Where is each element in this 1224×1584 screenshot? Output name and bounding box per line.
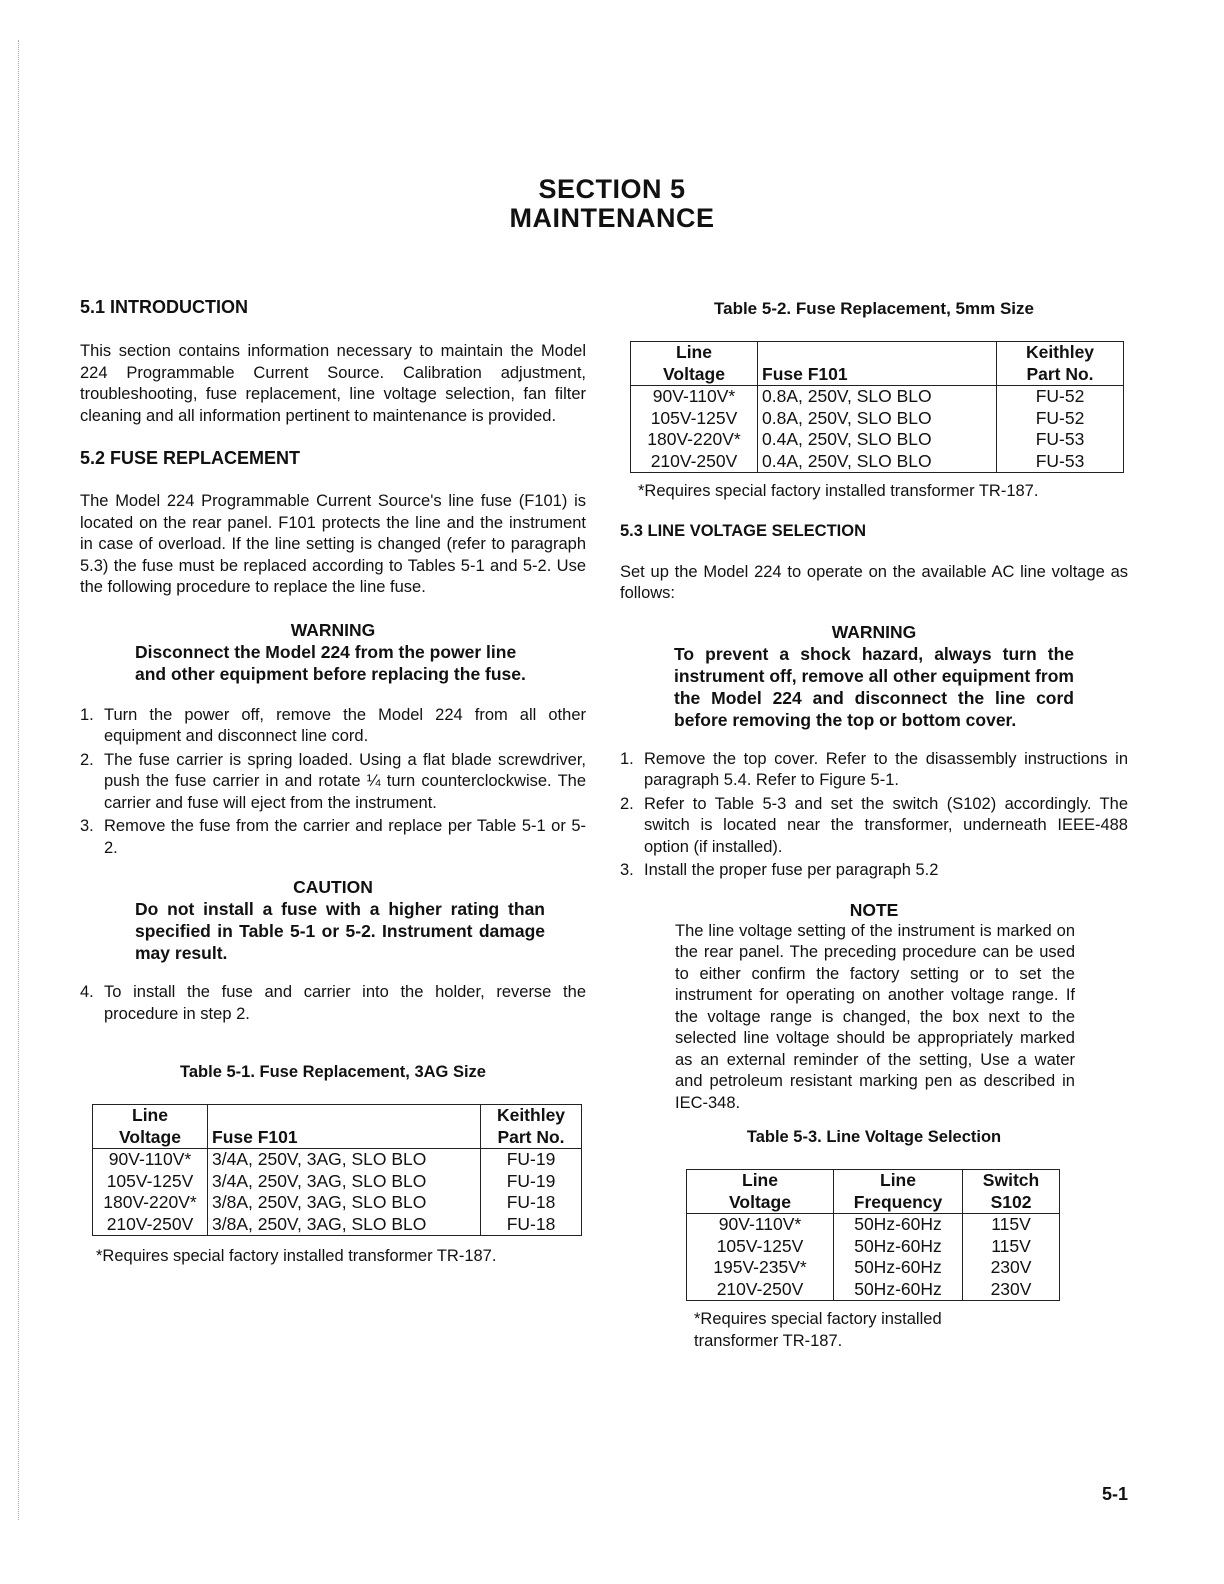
warning-text: Disconnect the Model 224 from the power line and other equipment before replacing the fuse.	[135, 641, 526, 684]
section-number: SECTION 5	[538, 174, 686, 204]
list-item	[620, 860, 1128, 882]
linevolt-note	[620, 900, 1128, 1115]
list-item	[80, 705, 586, 748]
page-number: 5-1	[1101, 1484, 1128, 1504]
table51-caption: Table 5-1. Fuse Replacement, 3AG Size	[180, 1063, 486, 1081]
table-header: Line Frequency	[834, 1170, 963, 1214]
table-header: Keithley Part No.	[481, 1105, 582, 1149]
step-number: 3.	[620, 861, 634, 879]
fuse-paragraph: The Model 224 Programmable Current Source's line fuse (F101) is located on the rear panel. F101 protects the line and the instrument in case of overload. If the line setting is changed (refer to paragraph 5.3) the fuse must be replaced according to Tables 5-1 and 5-2. Use the following procedure to replace the line fuse.	[80, 492, 586, 596]
fuse-steps-cont	[80, 982, 586, 1025]
table-row: 90V-110V* 50Hz-60Hz 115V	[687, 1214, 1060, 1236]
right-column	[620, 299, 1128, 1352]
table-row: 180V-220V* 3/8A, 250V, 3AG, SLO BLO FU-18	[93, 1192, 582, 1214]
table-row: 210V-250V 50Hz-60Hz 230V	[687, 1279, 1060, 1301]
table-header: Line Voltage	[93, 1105, 208, 1149]
list-item	[620, 794, 1128, 859]
linevolt-paragraph: Set up the Model 224 to operate on the available AC line voltage as follows:	[620, 562, 1128, 602]
step-text: Remove the top cover. Refer to the disassembly instructions in paragraph 5.4. Refer to Figure 5-1.	[644, 749, 1128, 789]
fuse-steps	[80, 705, 586, 860]
step-number: 3.	[80, 817, 94, 835]
warning-title: WARNING	[831, 621, 917, 642]
table-row: 210V-250V 0.4A, 250V, SLO BLO FU-53	[631, 451, 1124, 473]
table-header: Line Voltage	[631, 342, 758, 386]
table53	[686, 1169, 1060, 1301]
step-text: To install the fuse and carrier into the holder, reverse the procedure in step 2.	[104, 983, 586, 1023]
table-row: 210V-250V 3/8A, 250V, 3AG, SLO BLO FU-18	[93, 1214, 582, 1236]
table51-footnote: *Requires special factory installed transformer TR-187.	[96, 1247, 497, 1265]
table-row: 105V-125V 50Hz-60Hz 115V	[687, 1236, 1060, 1258]
warning-text: To prevent a shock hazard, always turn the instrument off, remove all other equipment from the Model 224 and disconnect the line cord before removing the top or bottom cover.	[674, 643, 1074, 730]
intro-paragraph: This section contains information necessary to maintain the Model 224 Programmable Current Source. Calibration adjustment, troubleshooting, fuse replacement, line voltage selection, fan filter cleaning and all information pertinent to maintenance is provided.	[80, 342, 586, 425]
step-text: The fuse carrier is spring loaded. Using a flat blade screwdriver, push the fuse carrier in and rotate ¼ turn counterclockwise. The carrier and fuse will eject from the instrument.	[104, 750, 586, 812]
table-row: 195V-235V* 50Hz-60Hz 230V	[687, 1257, 1060, 1279]
table-header: Switch S102	[963, 1170, 1060, 1214]
step-text: Refer to Table 5-3 and set the switch (S102) accordingly. The switch is located near the transformer, underneath IEEE-488 option (if installed).	[644, 794, 1128, 856]
step-text: Install the proper fuse per paragraph 5.2	[644, 861, 939, 879]
table52-footnote: *Requires special factory installed transformer TR-187.	[638, 482, 1039, 500]
step-number: 1.	[80, 705, 94, 724]
table-header: Fuse F101	[208, 1105, 481, 1149]
linevolt-steps	[620, 749, 1128, 882]
fuse-heading: 5.2 FUSE REPLACEMENT	[80, 448, 301, 468]
table-row: 105V-125V 3/4A, 250V, 3AG, SLO BLO FU-19	[93, 1171, 582, 1193]
table-header: Keithley Part No.	[997, 342, 1124, 386]
step-number: 2.	[620, 794, 634, 813]
step-number: 1.	[620, 749, 634, 768]
fuse-warning	[80, 620, 586, 685]
linevolt-heading: 5.3 LINE VOLTAGE SELECTION	[620, 521, 867, 540]
list-item	[80, 816, 586, 859]
note-title: NOTE	[849, 899, 899, 920]
table53-footnote: *Requires special factory installed transformer TR-187.	[694, 1310, 942, 1350]
scan-edge	[18, 40, 41, 1520]
caution-title: CAUTION	[293, 877, 373, 897]
table53-caption: Table 5-3. Line Voltage Selection	[746, 1128, 1002, 1146]
fuse-caution	[80, 877, 586, 964]
left-column	[80, 297, 586, 1268]
intro-heading: 5.1 INTRODUCTION	[80, 297, 249, 317]
note-text: The line voltage setting of the instrument is marked on the rear panel. The preceding procedure can be used to either confirm the factory setting or to set the instrument for operating on another voltage range. If the voltage range is changed, the box next to the selected line voltage should be appropriately marked as an external reminder of the setting, Use a water and petroleum resistant marking pen as described in IEC-348.	[675, 921, 1075, 1112]
step-number: 2.	[80, 750, 94, 769]
step-text: Remove the fuse from the carrier and replace per Table 5-1 or 5-2.	[104, 817, 586, 857]
list-item	[80, 750, 586, 815]
table-header: Fuse F101	[758, 342, 997, 386]
table-row: 90V-110V* 0.8A, 250V, SLO BLO FU-52	[631, 386, 1124, 408]
section-title: MAINTENANCE	[509, 203, 715, 233]
table52	[630, 341, 1124, 473]
table-header: Line Voltage	[687, 1170, 834, 1214]
list-item	[620, 749, 1128, 792]
list-item	[80, 982, 586, 1025]
warning-title: WARNING	[290, 619, 376, 640]
table-row: 105V-125V 0.8A, 250V, SLO BLO FU-52	[631, 408, 1124, 430]
caution-text: Do not install a fuse with a higher rating than specified in Table 5-1 or 5-2. Instrument damage may result.	[135, 899, 545, 963]
table52-caption: Table 5-2. Fuse Replacement, 5mm Size	[714, 299, 1034, 318]
linevolt-warning	[620, 622, 1128, 731]
table51	[92, 1104, 582, 1236]
step-text: Turn the power off, remove the Model 224 from all other equipment and disconnect line cord.	[104, 705, 586, 745]
table-row: 180V-220V* 0.4A, 250V, SLO BLO FU-53	[631, 429, 1124, 451]
table-row: 90V-110V* 3/4A, 250V, 3AG, SLO BLO FU-19	[93, 1149, 582, 1171]
step-number: 4.	[80, 983, 94, 1001]
